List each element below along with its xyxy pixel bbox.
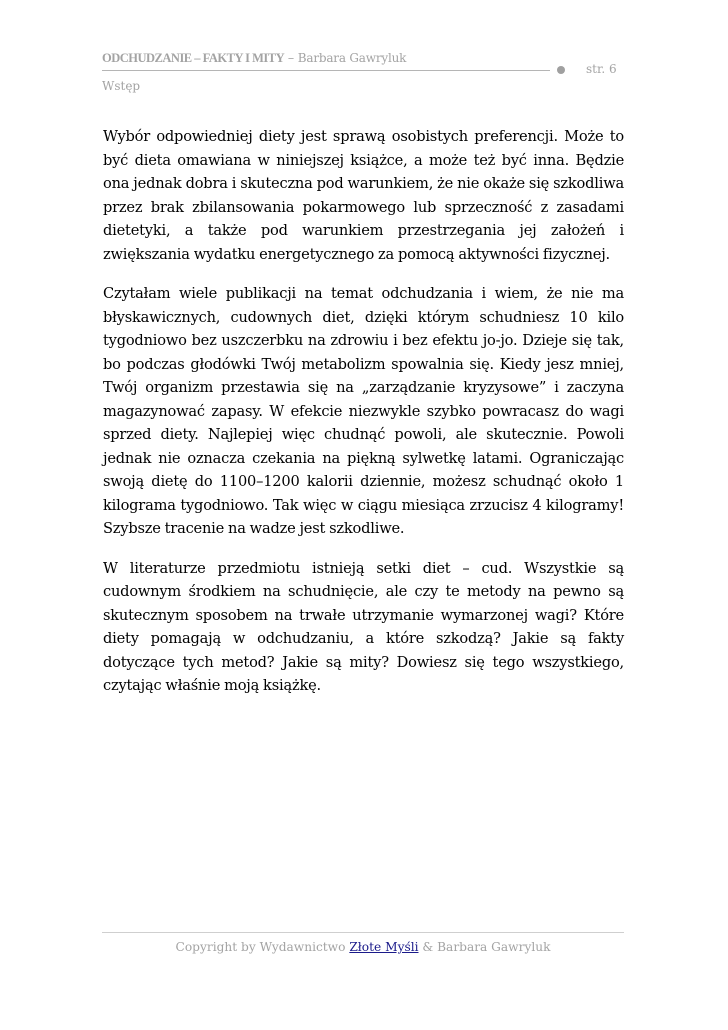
page-header (102, 48, 624, 98)
paragraph-3: W literaturze przedmiotu istnieją setki diet – cud. Wszystkie są cudownym środkiem na schudnięcie, ale czy te metody na pewno są skutecznym sposobem na trwałe utrzymanie wymarzonej wagi? Które diety pomagają w odchudzaniu, a które szkodzą? Jakie są fakty dotyczące tych metod? Jakie są mity? Dowiesz się tego wszystkiego, czytając właśnie moją książkę. (103, 559, 624, 694)
page-number: str. 6 (586, 62, 617, 76)
header-rule (102, 70, 550, 71)
copyright-suffix: & Barbara Gawryluk (418, 940, 551, 954)
header-author: Barbara Gawryluk (297, 51, 407, 65)
paragraph-1: Wybór odpowiedniej diety jest sprawą osobistych preferencji. Może to być dieta omawiana w niniejszej książce, a może też być inna. Będzie ona jednak dobra i skuteczna pod warunkiem, że nie okaże się szkodliwa przez brak zbilansowania pokarmowego lub sprzeczność z zasadami dietetyki, a także pod warunkiem przestrzegania jej założeń i zwiększania wydatku energetycznego za pomocą aktywności fizycznej. (103, 128, 624, 263)
section-title: Wstęp (102, 79, 141, 93)
paragraph-2: Czytałam wiele publikacji na temat odchudzania i wiem, że nie ma błyskawicznych, cudownych diet, dzięki którym schudniesz 10 kilo tygodniowo bez uszczerbku na zdrowiu i bez efektu jo-jo. Dzieje się tak, bo podczas głodówki Twój metabolizm spowalnia się. Kiedy jesz mniej, Twój organizm przestawia się na „zarządzanie kryzysowe” i zaczyna magazynować zapasy. W efekcie niezwykle szybko powracasz do wagi sprzed diety. Najlepiej więc chudnąć powoli, ale skutecznie. Powoli jednak nie oznacza czekania na piękną sylwetkę latami. Ograniczając swoją dietę do 1100–1200 kalorii dziennie, możesz schudnąć około 1 kilograma tygodniowo. Tak więc w ciągu miesiąca zrzucisz 4 kilogramy! Szybsze tracenie na wadze jest szkodliwe. (103, 285, 624, 537)
page-footer (102, 940, 624, 954)
footer-rule (102, 932, 624, 933)
title-separator: – (284, 50, 298, 65)
page-body (103, 125, 624, 714)
running-title (102, 50, 406, 66)
copyright-prefix: Copyright by Wydawnictwo (175, 940, 350, 954)
book-title: ODCHUDZANIE – FAKTY I MITY (102, 51, 285, 65)
bullet-icon (557, 66, 565, 74)
publisher-link[interactable]: Złote Myśli (349, 940, 419, 954)
